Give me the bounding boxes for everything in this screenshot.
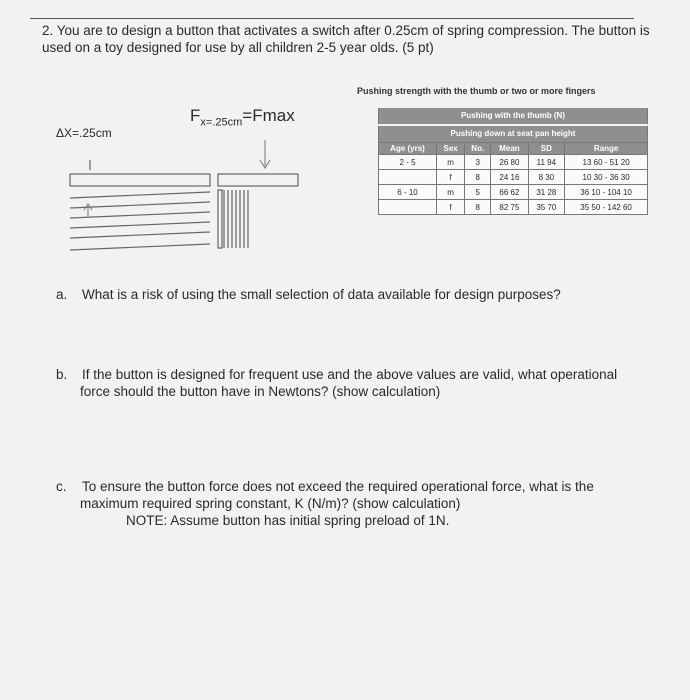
part-c-label: c. — [56, 479, 67, 494]
up-arrow-icon — [84, 204, 92, 218]
col-age: Age (yrs) — [379, 143, 437, 155]
cell: 8 — [465, 170, 491, 185]
cell — [379, 170, 437, 185]
col-range: Range — [565, 143, 648, 155]
table-header-thumb: Pushing with the thumb (N) — [378, 108, 648, 124]
cell: 36 10 - 104 10 — [565, 185, 648, 200]
part-a-text: What is a risk of using the small selection of data available for design purposes? — [82, 287, 561, 302]
cell — [379, 200, 437, 215]
cell: f — [437, 200, 465, 215]
cell: m — [437, 155, 465, 170]
part-b-line-1: If the button is designed for frequent use and the above values are valid, what operational — [82, 367, 618, 382]
cell: 31 28 — [528, 185, 565, 200]
part-a — [56, 286, 686, 303]
uncompressed-spring — [70, 160, 210, 250]
table-title: Pushing strength with the thumb or two or more fingers — [357, 86, 596, 96]
col-sd: SD — [528, 143, 565, 155]
question-line-1: 2. You are to design a button that activates a switch after 0.25cm of spring compression. The button is — [42, 23, 650, 38]
col-mean: Mean — [491, 143, 528, 155]
cell: 35 50 - 142 60 — [565, 200, 648, 215]
down-arrow-icon — [260, 140, 270, 168]
cell: 5 — [465, 185, 491, 200]
cell: 6 - 10 — [379, 185, 437, 200]
part-c-note: NOTE: Assume button has initial spring preload of 1N. — [126, 513, 450, 528]
cell: 26 80 — [491, 155, 528, 170]
table-row — [379, 185, 648, 200]
part-c-line-2: maximum required spring constant, K (N/m)? (show calculation) — [80, 496, 461, 511]
table-header-row — [379, 143, 648, 155]
cell: 2 - 5 — [379, 155, 437, 170]
table-row — [379, 170, 648, 185]
top-rule — [30, 18, 634, 19]
table-row — [379, 200, 648, 215]
part-b-line-2: force should the button have in Newtons? (show calculation) — [80, 384, 441, 399]
cell: f — [437, 170, 465, 185]
part-c — [56, 478, 686, 529]
cell: 11 94 — [528, 155, 565, 170]
displacement-label: ΔX=.25cm — [56, 126, 112, 140]
part-b-label: b. — [56, 367, 68, 382]
cell: 10 30 - 36 30 — [565, 170, 648, 185]
part-a-label: a. — [56, 287, 68, 302]
table-header-seat: Pushing down at seat pan height — [378, 126, 648, 142]
question-text — [42, 22, 672, 56]
cell: 35 70 — [528, 200, 565, 215]
cell: 24 16 — [491, 170, 528, 185]
cell: 3 — [465, 155, 491, 170]
question-line-2: used on a toy designed for use by all children 2-5 year olds. (5 pt) — [42, 40, 434, 55]
col-sex: Sex — [437, 143, 465, 155]
cell: 13 60 - 51 20 — [565, 155, 648, 170]
strength-table — [378, 108, 648, 215]
part-b — [56, 366, 686, 400]
cell: 82 75 — [491, 200, 528, 215]
force-equation: $F_{x=.25cm}=Fmax$ — [190, 106, 295, 129]
cell: m — [437, 185, 465, 200]
part-c-line-1: To ensure the button force does not exceed the required operational force, what is the — [82, 479, 594, 494]
data-table — [378, 142, 648, 215]
table-row — [379, 155, 648, 170]
cell: 66 62 — [491, 185, 528, 200]
cell: 8 — [465, 200, 491, 215]
cell: 8 30 — [528, 170, 565, 185]
compressed-spring — [218, 174, 298, 248]
col-no: No. — [465, 143, 491, 155]
spring-diagram — [60, 140, 310, 260]
